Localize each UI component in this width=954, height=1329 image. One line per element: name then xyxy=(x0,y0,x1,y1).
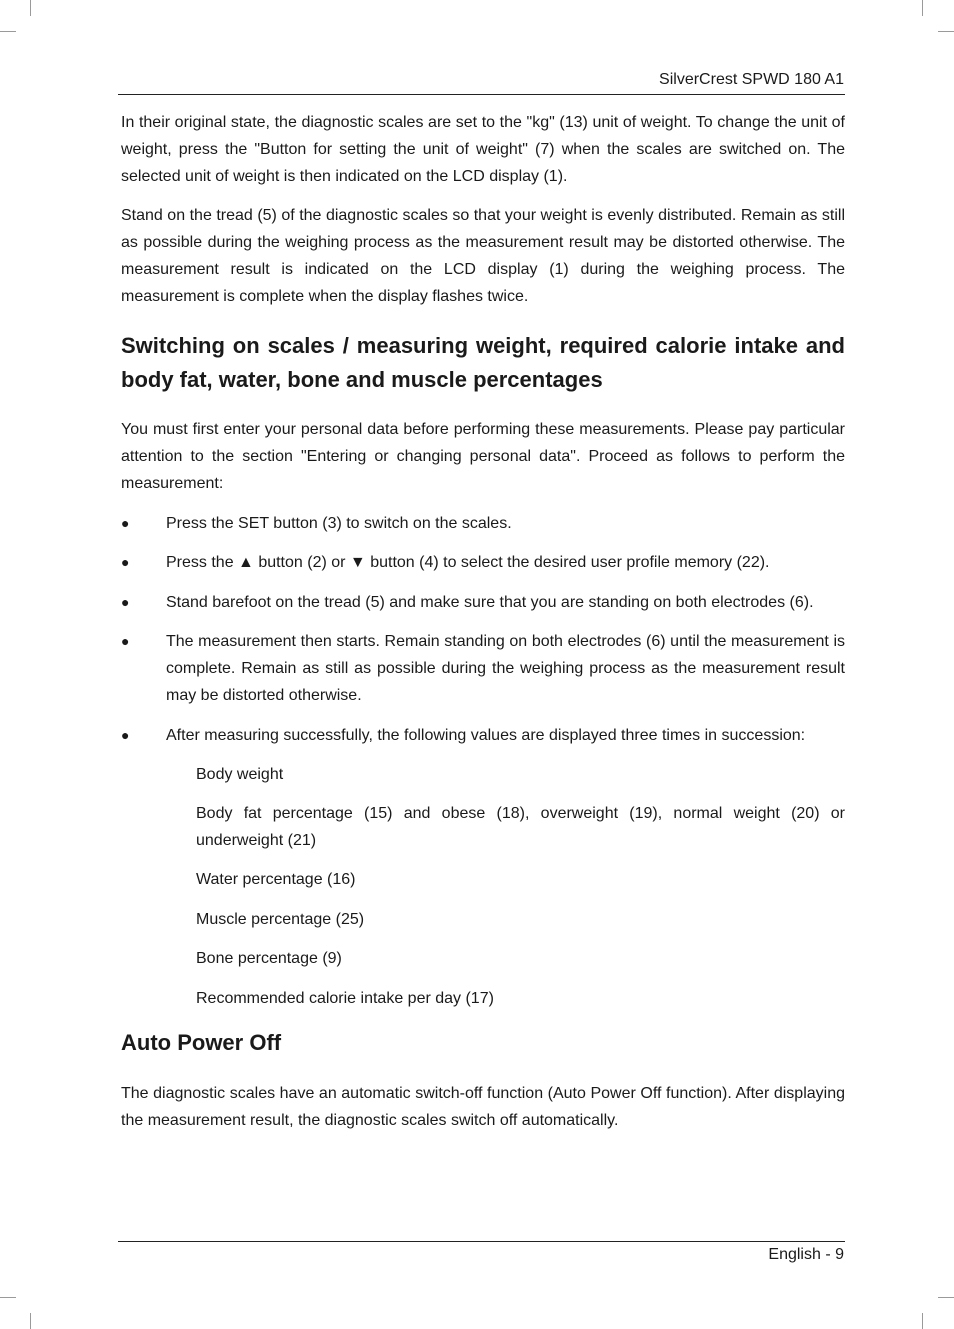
page-content xyxy=(121,109,845,1134)
bullet-text: Press the ▲ button (2) or ▼ button (4) to select the desired user profile memory (22). xyxy=(166,554,770,571)
value-item: Body weight xyxy=(196,766,284,783)
crop-mark xyxy=(922,0,923,16)
crop-mark xyxy=(0,31,16,32)
value-item: Water percentage (16) xyxy=(196,871,356,888)
crop-mark xyxy=(938,1297,954,1298)
page-header-title: SilverCrest SPWD 180 A1 xyxy=(659,71,844,88)
list-item xyxy=(121,510,845,537)
bullet-icon: ● xyxy=(121,515,130,531)
crop-mark xyxy=(938,31,954,32)
bullet-icon: ● xyxy=(121,554,130,570)
header-rule xyxy=(118,94,845,95)
bullet-text: Press the SET button (3) to switch on the scales. xyxy=(166,515,512,532)
list-item xyxy=(121,589,845,616)
intro-paragraph-1: In their original state, the diagnostic scales are set to the "kg" (13) unit of weight. To change the unit of weight, press the "Button for setting the unit of weight" (7) when the scales are switched on. The selected unit of weight is then indicated on the LCD display (1). xyxy=(121,114,845,185)
footer-rule xyxy=(118,1241,845,1242)
section-intro-paragraph: You must first enter your personal data before performing these measurements. Please pay particular attention to the section "Entering or changing personal data". Proceed as follows to perform the measurement: xyxy=(121,421,845,492)
crop-mark xyxy=(922,1313,923,1329)
value-item: Bone percentage (9) xyxy=(196,950,342,967)
list-item xyxy=(121,628,845,709)
crop-mark xyxy=(0,1297,16,1298)
page-number: English - 9 xyxy=(768,1246,844,1263)
value-item: Body fat percentage (15) and obese (18), overweight (19), normal weight (20) or underweight (21) xyxy=(196,805,845,849)
bullet-text: The measurement then starts. Remain standing on both electrodes (6) until the measurement is complete. Remain as still as possible during the weighing process as the measurement result may be distorted otherwise. xyxy=(166,633,845,704)
bullet-icon: ● xyxy=(121,633,130,649)
section-heading-measuring: Switching on scales / measuring weight, required calorie intake and body fat, water, bone and muscle percentages xyxy=(121,333,845,392)
crop-mark xyxy=(30,0,31,16)
value-item: Recommended calorie intake per day (17) xyxy=(196,990,494,1007)
crop-mark xyxy=(30,1313,31,1329)
bullet-text: Stand barefoot on the tread (5) and make sure that you are standing on both electrodes (6). xyxy=(166,594,814,611)
section-heading-auto-power-off: Auto Power Off xyxy=(121,1030,282,1055)
auto-power-off-paragraph: The diagnostic scales have an automatic switch-off function (Auto Power Off function). After displaying the measurement result, the diagnostic scales switch off automatically. xyxy=(121,1085,845,1129)
value-item: Muscle percentage (25) xyxy=(196,911,365,928)
list-item xyxy=(121,549,845,576)
bullet-icon: ● xyxy=(121,594,130,610)
list-item xyxy=(121,722,845,749)
bullet-icon: ● xyxy=(121,727,130,743)
bullet-text: After measuring successfully, the following values are displayed three times in succession: xyxy=(166,727,806,744)
intro-paragraph-2: Stand on the tread (5) of the diagnostic scales so that your weight is evenly distributed. Remain as still as possible during the weighing process as the measurement result may be distorted otherwise. The measurement result is indicated on the LCD display (1) during the weighing process. The measurement is complete when the display flashes twice. xyxy=(121,207,845,305)
